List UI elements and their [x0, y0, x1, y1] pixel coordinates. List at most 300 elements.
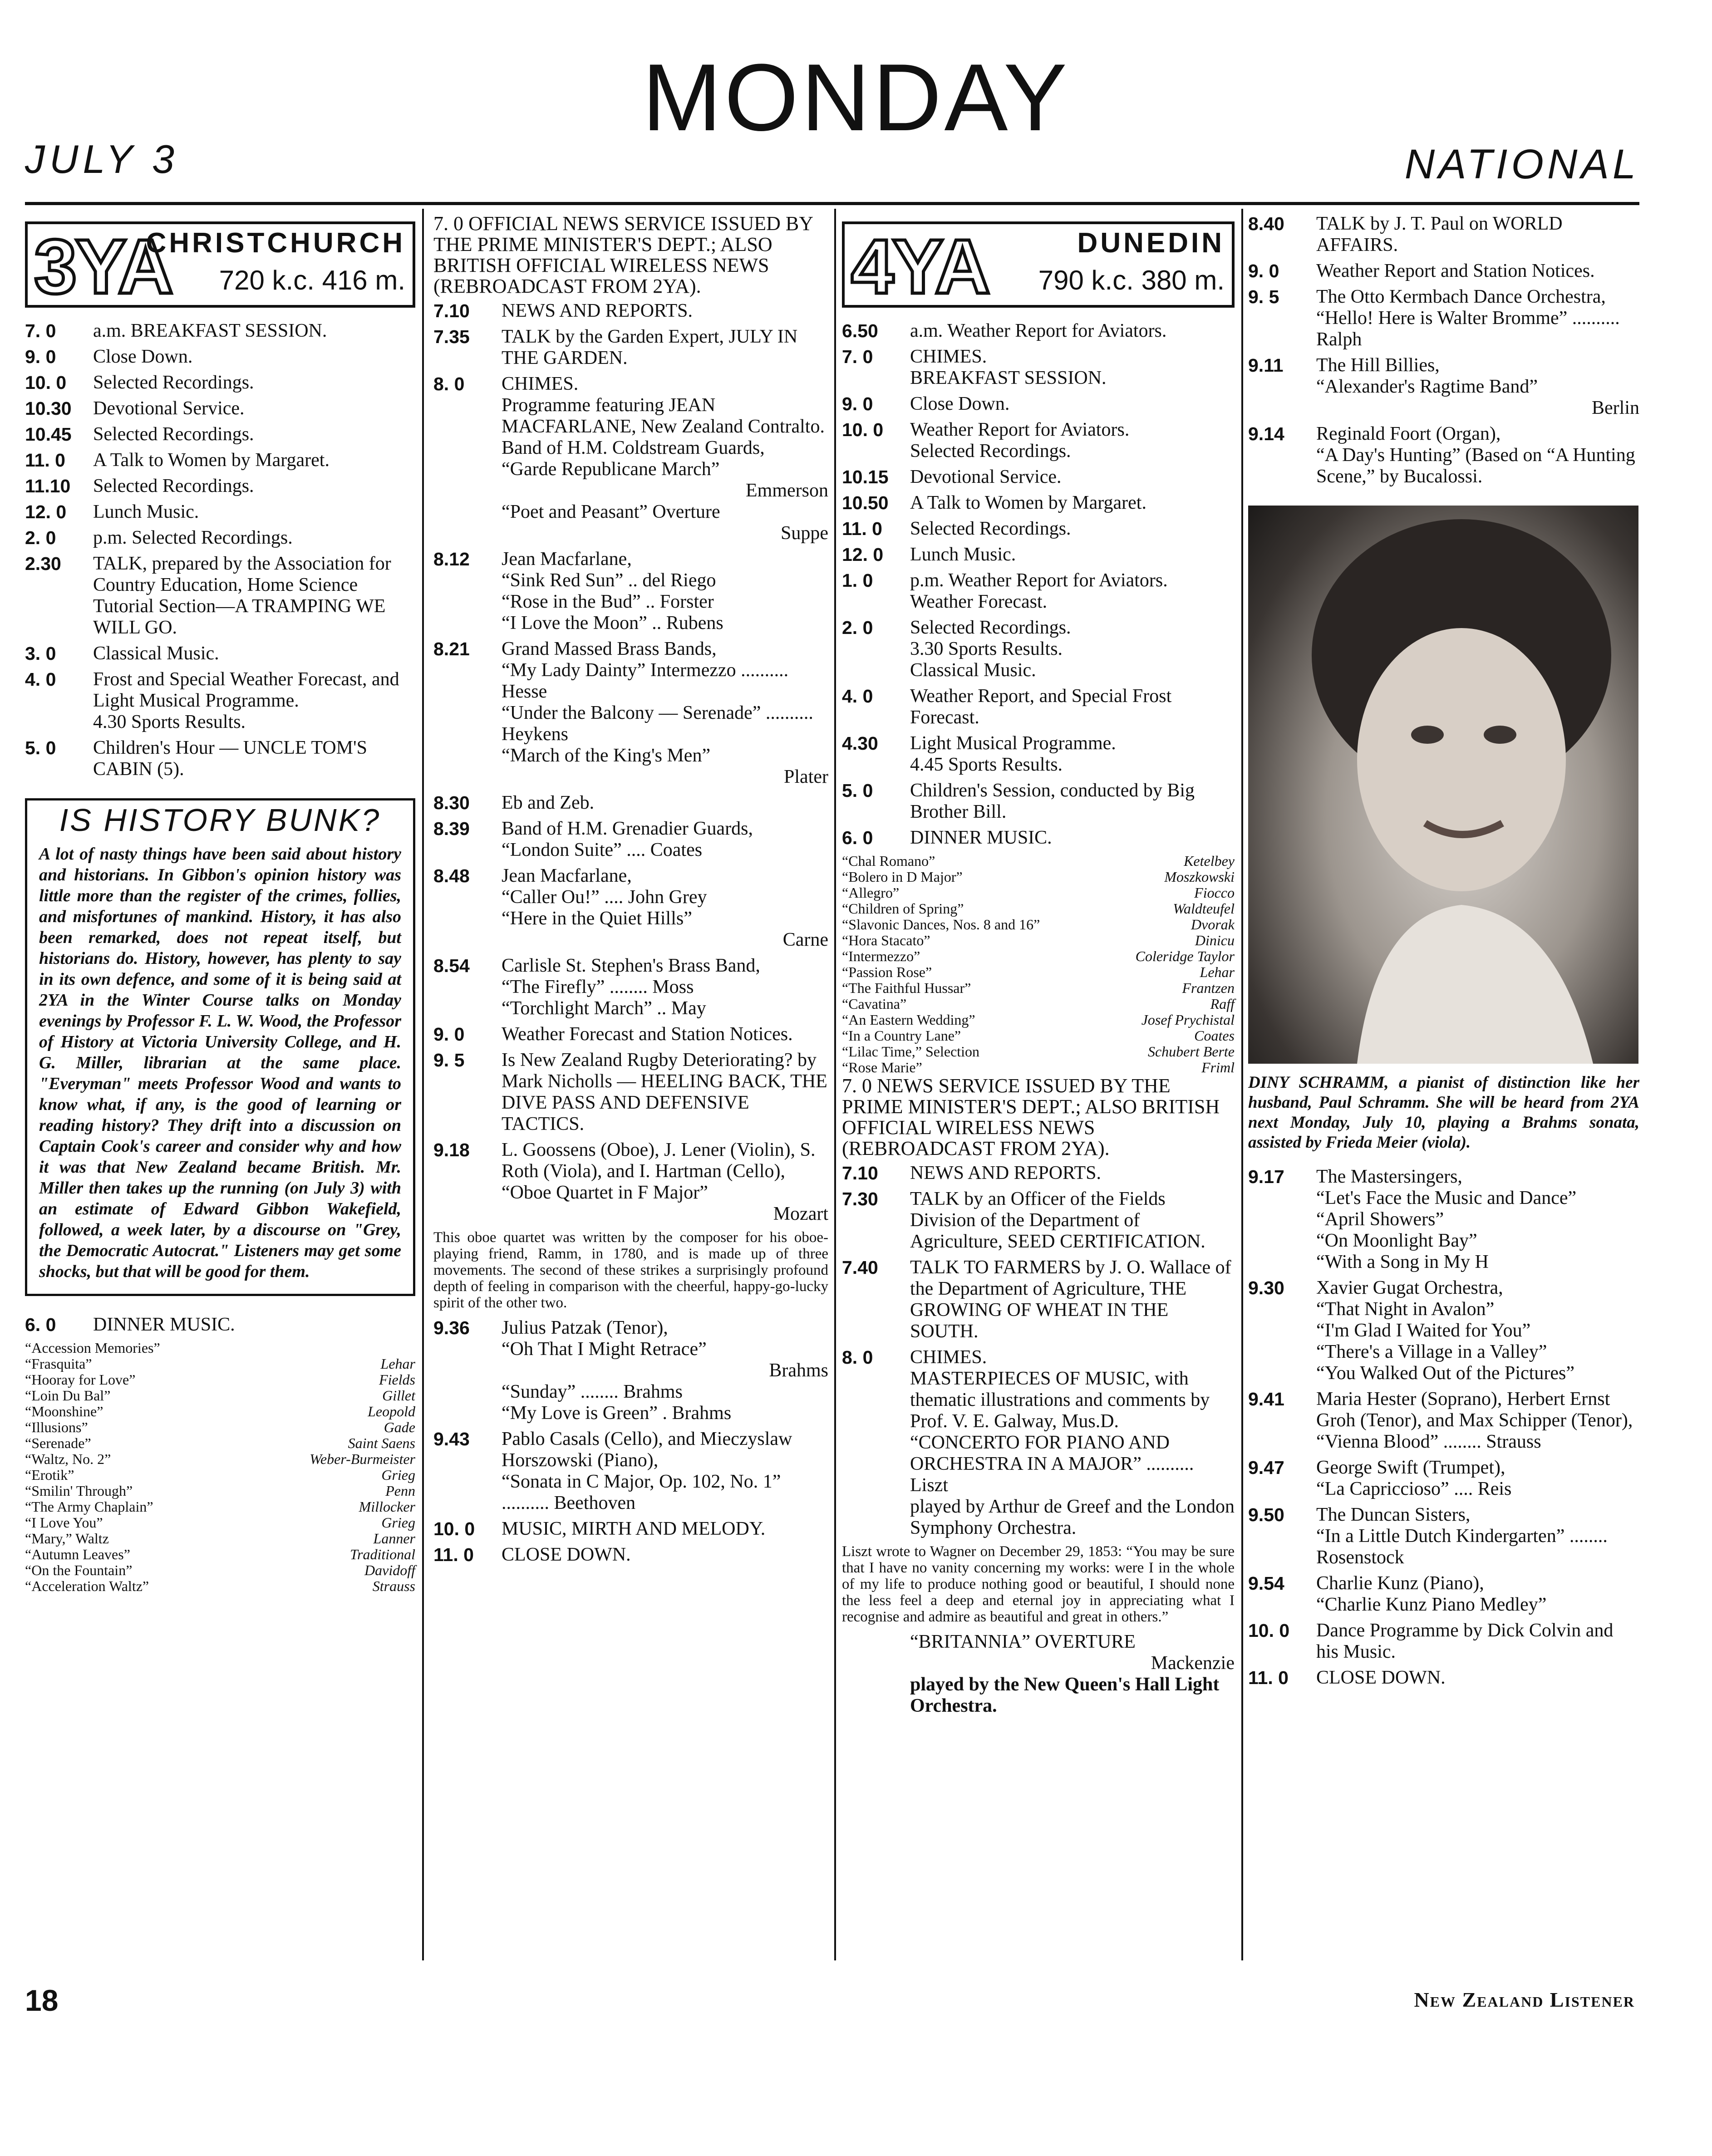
schedule-entry [433, 818, 828, 861]
schedule-entry [25, 346, 415, 368]
entry-line: a.m. BREAKFAST SESSION. [93, 320, 327, 341]
entry-body [1316, 1457, 1639, 1500]
station-frequency: 790 k.c. 380 m. [1038, 265, 1225, 295]
entry-line: “Sink Red Sun” .. del Riego [502, 570, 716, 591]
entry-line: CHIMES. [910, 1347, 987, 1368]
schedule-entry [842, 467, 1235, 488]
entry-line: Weather Report, and Special Frost Forecast. [910, 686, 1172, 728]
entry-line: CLOSE DOWN. [502, 1544, 631, 1565]
schedule-entry [25, 450, 415, 471]
station-frequency: 720 k.c. 416 m. [219, 265, 405, 295]
schedule-entry [842, 393, 1235, 415]
piece-composer: Grieg [381, 1514, 415, 1531]
entry-line: TALK TO FARMERS by J. O. Wallace of the Department of Agriculture, THE GROWING OF WHEAT IN THE SOUTH. [910, 1257, 1231, 1342]
entry-body [502, 300, 828, 322]
schedule-entry [1248, 1457, 1639, 1500]
piece-composer: Gade [384, 1419, 415, 1435]
schedule-entry [25, 669, 415, 733]
entry-time: 9. 5 [1248, 286, 1279, 307]
piece-composer: Fiocco [1194, 884, 1235, 901]
entry-time: 9.54 [1248, 1573, 1284, 1594]
entry-line: Selected Recordings. [93, 372, 254, 393]
schedule-entry [1248, 423, 1639, 487]
dinner-music-heading [25, 1314, 415, 1336]
entry-line: Berlin [1592, 398, 1639, 418]
entry-time: 9.47 [1248, 1457, 1284, 1478]
piece-title: “Bolero in D Major” [842, 869, 963, 885]
entry-time: 7.30 [842, 1189, 878, 1209]
dinner-music-item [25, 1483, 415, 1499]
schedule-entry [1248, 1573, 1639, 1616]
entry-body [910, 320, 1235, 342]
entry-time: 9.50 [1248, 1504, 1284, 1525]
piece-composer: Strauss [372, 1578, 415, 1594]
entry-body [502, 792, 828, 814]
entry-title: DINNER MUSIC. [93, 1314, 235, 1335]
piece-title: “In a Country Lane” [842, 1027, 961, 1044]
entry-time: 7. 0 [842, 346, 873, 367]
schedule-entry [433, 1317, 828, 1424]
schedule-entry [433, 1050, 828, 1135]
entry-time: 8.39 [433, 818, 470, 839]
entry-line: “Oh That I Might Retrace” [502, 1339, 707, 1360]
entry-body [502, 1429, 828, 1514]
entry-line: 3.30 Sports Results. [910, 638, 1063, 659]
programme-note: Liszt wrote to Wagner on December 29, 1853: “You may be sure that I have no vanity concerning my works: were I in the whole of my life to produce nothing good or beautiful, I should none the less feel a deep and eternal joy in appreciating what I recognise and admire as beautiful and great in others.” [842, 1543, 1235, 1625]
piece-composer: Traditional [349, 1546, 415, 1562]
entry-line: Selected Recordings. [93, 424, 254, 445]
column-3ya-evening [433, 213, 828, 1570]
entry-line: The Mastersingers, [1316, 1166, 1462, 1187]
entry-time: 8. 0 [433, 373, 465, 394]
schedule-entry [1248, 1504, 1639, 1568]
entry-body [910, 1189, 1235, 1252]
piece-composer: Schubert Berte [1147, 1043, 1235, 1060]
feature-box-history [25, 798, 415, 1296]
entry-line: “With a Song in My H [1316, 1252, 1489, 1272]
entry-line: a.m. Weather Report for Aviators. [910, 320, 1167, 341]
dinner-music-item [842, 1060, 1235, 1076]
entry-time: 8.40 [1248, 213, 1284, 234]
entry-body [910, 1163, 1235, 1184]
entry-line: “Sunday” ........ Brahms [502, 1381, 683, 1402]
station-banner-3ya [25, 221, 415, 308]
entry-time: 12. 0 [842, 544, 884, 565]
page-title: MONDAY [642, 44, 1070, 151]
entry-body [93, 501, 415, 523]
entry-line: “Caller Ou!” .... John Grey [502, 887, 707, 908]
entry-time: 4. 0 [842, 686, 873, 707]
entry-body [910, 518, 1235, 540]
entry-line: p.m. Weather Report for Aviators. [910, 570, 1168, 591]
piece-title: “Acceleration Waltz” [25, 1578, 149, 1594]
entry-time: 9.36 [433, 1317, 470, 1338]
entry-body [910, 419, 1235, 462]
entry-line: “La Capriccioso” .... Reis [1316, 1478, 1512, 1499]
entry-time: 7.40 [842, 1257, 878, 1278]
entry-line: A Talk to Women by Margaret. [93, 450, 330, 471]
entry-body [502, 865, 828, 951]
entry-time: 10. 0 [1248, 1620, 1290, 1641]
entry-line: Grand Massed Brass Bands, [502, 638, 717, 659]
piece-title: “Moonshine” [25, 1403, 103, 1419]
entry-time: 11. 0 [25, 450, 65, 471]
dinner-music-item [25, 1388, 415, 1404]
piece-title: “The Army Chaplain” [25, 1498, 153, 1515]
dinner-music-item [842, 933, 1235, 948]
dinner-music-heading [842, 827, 1235, 849]
schedule-list [433, 300, 828, 1225]
schedule-entry [842, 733, 1235, 776]
entry-body [502, 326, 828, 369]
entry-body [502, 1317, 828, 1424]
entry-line: L. Goossens (Oboe), J. Lener (Violin), S. Roth (Viola), and I. Hartman (Cello), [502, 1139, 816, 1182]
piece-title: “Accession Memories” [25, 1340, 160, 1356]
piece-title: “Allegro” [842, 884, 900, 901]
entry-line: Plater [784, 766, 828, 787]
entry-time: 9.17 [1248, 1166, 1284, 1187]
entry-body [93, 476, 415, 497]
schedule-entry [842, 780, 1235, 823]
piece-composer: Lehar [380, 1355, 415, 1372]
entry-line: TALK by the Garden Expert, JULY IN THE GARDEN. [502, 326, 798, 368]
entry-line: Brahms [769, 1360, 828, 1381]
schedule-entry [1248, 1389, 1639, 1453]
dinner-music-item [842, 1044, 1235, 1060]
schedule-entry [433, 1139, 828, 1225]
entry-body [1316, 286, 1639, 350]
entry-line: Band of H.M. Grenadier Guards, [502, 818, 753, 839]
entry-time: 8.48 [433, 865, 470, 886]
entry-line: “CONCERTO FOR PIANO AND ORCHESTRA IN A MAJOR” .......... Liszt [910, 1432, 1194, 1496]
piece-composer: Millocker [359, 1498, 415, 1515]
column-4ya-evening [1248, 213, 1639, 1693]
dinner-music-item [25, 1562, 415, 1578]
schedule-entry [25, 643, 415, 664]
entry-line: TALK, prepared by the Association for Country Education, Home Science Tutorial Section—A TRAMPING WE WILL GO. [93, 553, 391, 638]
entry-body [93, 669, 415, 733]
dinner-music-item [25, 1356, 415, 1372]
entry-time: 10.45 [25, 424, 72, 445]
column-divider [834, 209, 836, 1960]
column-4ya [842, 213, 1235, 1717]
entry-body [910, 393, 1235, 415]
entry-line: Julius Patzak (Tenor), [502, 1317, 668, 1338]
entry-time: 10.30 [25, 398, 72, 419]
entry-body [502, 373, 828, 544]
entry-line: “March of the King's Men” [502, 745, 711, 766]
entry-body [910, 570, 1235, 613]
piece-title: “Chal Romano” [842, 853, 935, 869]
schedule-list [842, 320, 1235, 823]
entry-body [1316, 1166, 1639, 1273]
entry-body [1316, 260, 1639, 282]
entry-line: Selected Recordings. [910, 617, 1071, 638]
entry-line: MASTERPIECES OF MUSIC, with thematic illustrations and comments by Prof. V. E. Galway, Mus.D. [910, 1368, 1210, 1432]
entry-time: 9.41 [1248, 1389, 1284, 1410]
piece-title: “Lilac Time,” Selection [842, 1043, 980, 1060]
entry-line: Mozart [773, 1203, 828, 1224]
dinner-music-item [842, 948, 1235, 964]
piece-composer: Fields [379, 1371, 415, 1388]
piece-title: “I Love You” [25, 1514, 103, 1531]
entry-line: “Vienna Blood” ........ Strauss [1316, 1431, 1541, 1452]
entry-line: Xavier Gugat Orchestra, [1316, 1277, 1503, 1298]
dinner-music-item [842, 869, 1235, 885]
entry-time: 7.35 [433, 326, 470, 347]
dinner-music-item [842, 901, 1235, 917]
dinner-music-item [25, 1531, 415, 1547]
entry-time: 3. 0 [25, 643, 56, 664]
entry-body [93, 643, 415, 664]
entry-body [1316, 1620, 1639, 1663]
entry-time: 1. 0 [842, 570, 873, 591]
header-rule [25, 202, 1639, 205]
entry-body [1316, 1667, 1639, 1689]
entry-time: 9. 0 [1248, 260, 1279, 281]
entry-body [93, 372, 415, 393]
piece-composer: Lehar [1200, 964, 1235, 980]
dinner-music-item [25, 1499, 415, 1515]
piece-title: “Rose Marie” [842, 1059, 922, 1076]
entry-line: 4.45 Sports Results. [910, 754, 1063, 775]
entry-line: “My Love is Green” . Brahms [502, 1403, 732, 1424]
dinner-music-item [842, 1028, 1235, 1044]
schedule-entry [25, 553, 415, 638]
schedule-entry [842, 492, 1235, 514]
station-banner-4ya [842, 221, 1235, 308]
entry-line: Carne [782, 929, 828, 950]
piece-title: “Slavonic Dances, Nos. 8 and 16” [842, 916, 1040, 933]
column-divider [422, 209, 424, 1960]
entry-line: Carlisle St. Stephen's Brass Band, [502, 955, 760, 976]
entry-body [910, 346, 1235, 389]
entry-time: 9.18 [433, 1139, 470, 1160]
entry-time: 6. 0 [842, 827, 873, 848]
dinner-music-item [842, 996, 1235, 1012]
entry-time: 2.30 [25, 553, 61, 574]
schedule-entry [433, 792, 828, 814]
entry-body [1316, 1504, 1639, 1568]
entry-body [93, 398, 415, 419]
entry-line: “Here in the Quiet Hills” [502, 908, 692, 929]
schedule-entry [842, 544, 1235, 565]
entry-body [502, 1139, 828, 1225]
entry-line: Close Down. [93, 346, 193, 367]
entry-line: Eb and Zeb. [502, 792, 595, 813]
schedule-entry [842, 686, 1235, 728]
entry-time: 9. 0 [433, 1024, 465, 1045]
entry-time: 9. 5 [433, 1050, 465, 1071]
entry-line: “Charlie Kunz Piano Medley” [1316, 1594, 1547, 1615]
entry-time: 11. 0 [433, 1544, 474, 1565]
piece-composer: Coates [1194, 1027, 1235, 1044]
entry-line: “I'm Glad I Waited for You” [1316, 1320, 1531, 1341]
piece-composer: Frantzen [1182, 980, 1235, 996]
news-service-entry: 7. 0 NEWS SERVICE ISSUED BY THE PRIME MINISTER'S DEPT.; ALSO BRITISH OFFICIAL WIRELESS NEWS (REBROADCAST FROM 2YA). [842, 1075, 1220, 1159]
piece-title: “Passion Rose” [842, 964, 932, 980]
entry-body [1316, 1389, 1639, 1453]
entry-line: Selected Recordings. [93, 476, 254, 496]
entry-line: played by Arthur de Greef and the London Symphony Orchestra. [910, 1496, 1235, 1538]
schedule-entry [25, 476, 415, 497]
schedule-entry [433, 326, 828, 369]
entry-line: NEWS AND REPORTS. [910, 1163, 1102, 1184]
piece-title: “Autumn Leaves” [25, 1546, 130, 1562]
piece-composer: Lanner [373, 1530, 415, 1547]
schedule-entry [433, 1518, 828, 1540]
entry-line: “There's a Village in a Valley” [1316, 1341, 1547, 1362]
schedule-entry [25, 424, 415, 445]
station-callsign: 4YA [851, 224, 989, 310]
entry-line: Reginald Foort (Organ), [1316, 423, 1501, 444]
entry-line: CLOSE DOWN. [1316, 1667, 1446, 1688]
entry-line: Dance Programme by Dick Colvin and his Music. [1316, 1620, 1614, 1662]
entry-time: 10. 0 [433, 1518, 475, 1539]
entry-time: 9. 0 [25, 346, 56, 367]
entry-body [502, 638, 828, 788]
entry-line: CHIMES. [910, 346, 987, 367]
entry-time: 9.14 [1248, 423, 1284, 444]
entry-time: 10. 0 [25, 372, 67, 393]
piece-composer: Penn [385, 1483, 415, 1499]
entry-time: 7.10 [842, 1163, 878, 1184]
news-service-entry: 7. 0 OFFICIAL NEWS SERVICE ISSUED BY THE PRIME MINISTER'S DEPT.; ALSO BRITISH OFFICIAL WIRELESS NEWS (REBROADCAST FROM 2YA). [433, 212, 813, 297]
entry-line: The Hill Billies, [1316, 355, 1440, 376]
schedule-entry [1248, 1667, 1639, 1689]
dinner-music-item [25, 1467, 415, 1483]
entry-body [910, 686, 1235, 728]
entry-line: Pablo Casals (Cello), and Mieczyslaw Horszowski (Piano), [502, 1429, 792, 1471]
piece-title: “Intermezzo” [842, 948, 920, 964]
entry-line: TALK by an Officer of the Fields Division of the Department of Agriculture, SEED CERTIFICATION. [910, 1189, 1205, 1252]
entry-body [93, 424, 415, 445]
entry-line: “London Suite” .... Coates [502, 840, 703, 860]
entry-body [1316, 1573, 1639, 1616]
entry-line: “Rose in the Bud” .. Forster [502, 591, 714, 612]
entry-line: “Under the Balcony — Serenade” .......... Heykens [502, 702, 813, 745]
schedule-list [25, 320, 415, 780]
entry-line: Mackenzie [1151, 1653, 1235, 1674]
entry-time: 8.54 [433, 955, 470, 976]
entry-title: DINNER MUSIC. [910, 827, 1052, 848]
piece-composer: Ketelbey [1184, 853, 1235, 869]
entry-time: 12. 0 [25, 501, 67, 522]
entry-time: 9. 0 [842, 393, 873, 414]
entry-line: played by the New Queen's Hall Light Orchestra. [910, 1674, 1220, 1716]
page-number: 18 [25, 1984, 59, 2017]
station-callsign: 3YA [34, 224, 172, 310]
piece-composer: Davidoff [364, 1562, 415, 1578]
dinner-music-item [842, 964, 1235, 980]
schedule-list [433, 1317, 828, 1566]
schedule-entry [842, 1189, 1235, 1252]
entry-time: 10.50 [842, 492, 889, 513]
entry-line: “Hello! Here is Walter Bromme” .......... Ralph [1316, 308, 1620, 350]
entry-body [502, 1518, 828, 1540]
entry-body [910, 1257, 1235, 1342]
entry-line: Band of H.M. Coldstream Guards, [502, 437, 765, 458]
entry-time: 4.30 [842, 733, 878, 754]
schedule-entry [842, 346, 1235, 389]
entry-line: Light Musical Programme. [910, 733, 1116, 754]
entry-line: The Otto Kermbach Dance Orchestra, [1316, 286, 1606, 307]
entry-line: “On Moonlight Bay” [1316, 1230, 1477, 1251]
entry-line: Selected Recordings. [910, 518, 1071, 539]
entry-line: “Oboe Quartet in F Major” [502, 1182, 708, 1203]
column-3ya [25, 213, 415, 1594]
entry-body [1316, 423, 1639, 487]
entry-line: Weather Forecast. [910, 591, 1048, 612]
column-divider [1241, 209, 1243, 1960]
dinner-music-item [842, 1012, 1235, 1028]
entry-body [1316, 1277, 1639, 1384]
schedule-entry [1248, 1166, 1639, 1273]
schedule-entry [842, 419, 1235, 462]
dinner-music-item [842, 885, 1235, 901]
entry-line: Charlie Kunz (Piano), [1316, 1573, 1484, 1594]
schedule-list [1248, 213, 1639, 487]
entry-line: Maria Hester (Soprano), Herbert Ernst Groh (Tenor), and Max Schipper (Tenor), [1316, 1389, 1633, 1431]
schedule-entry [433, 373, 828, 544]
entry-line: 4.30 Sports Results. [93, 712, 246, 732]
piece-composer: Grieg [381, 1467, 415, 1483]
schedule-entry [25, 501, 415, 523]
dinner-music-item [25, 1451, 415, 1467]
piece-title: “The Faithful Hussar” [842, 980, 971, 996]
entry-body [910, 544, 1235, 565]
dinner-music-list [842, 853, 1235, 1076]
dinner-music-item [842, 853, 1235, 869]
entry-body [910, 733, 1235, 776]
piece-title: “Erotik” [25, 1467, 74, 1483]
schedule-entry [842, 617, 1235, 681]
entry-line: Weather Report and Station Notices. [1316, 260, 1595, 281]
piece-title: “Illusions” [25, 1419, 88, 1435]
entry-line: The Duncan Sisters, [1316, 1504, 1471, 1525]
entry-line: “April Showers” [1316, 1209, 1444, 1230]
piece-title: “Mary,” Waltz [25, 1530, 109, 1547]
entry-body [502, 818, 828, 861]
dinner-music-item [25, 1404, 415, 1419]
entry-time: 4. 0 [25, 669, 56, 690]
entry-line: “Garde Republicane March” [502, 459, 720, 480]
schedule-entry [433, 638, 828, 788]
entry-line: Frost and Special Weather Forecast, and Light Musical Programme. [93, 669, 399, 711]
schedule-entry [433, 1024, 828, 1045]
entry-line: “BRITANNIA” OVERTURE [910, 1631, 1136, 1652]
entry-time: 8. 0 [842, 1347, 873, 1368]
entry-body [910, 780, 1235, 823]
piece-composer: Gillet [382, 1387, 415, 1404]
piece-composer: Dinicu [1195, 932, 1235, 948]
piece-title: “Hora Stacato” [842, 932, 930, 948]
programme-note: This oboe quartet was written by the composer for his oboe-playing friend, Ramm, in 1780, and is made up of three movements. The second of these strikes a surprisingly profound depth of feeling in comparison with the cheerful, happy-go-lucky spirit of the other two. [433, 1229, 828, 1311]
entry-line: Children's Session, conducted by Big Brother Bill. [910, 780, 1195, 822]
entry-line: Devotional Service. [93, 398, 245, 419]
entry-body [910, 492, 1235, 514]
entry-body [910, 467, 1235, 488]
entry-line: “In a Little Dutch Kindergarten” ........ Rosenstock [1316, 1526, 1608, 1568]
entry-body [93, 346, 415, 368]
schedule-entry [1248, 286, 1639, 350]
entry-time: 8.21 [433, 638, 470, 659]
schedule-entry [433, 549, 828, 634]
schedule-entry [842, 570, 1235, 613]
piece-composer: Josef Prychistal [1141, 1012, 1235, 1028]
entry-body [93, 320, 415, 342]
dinner-music-item [25, 1435, 415, 1451]
